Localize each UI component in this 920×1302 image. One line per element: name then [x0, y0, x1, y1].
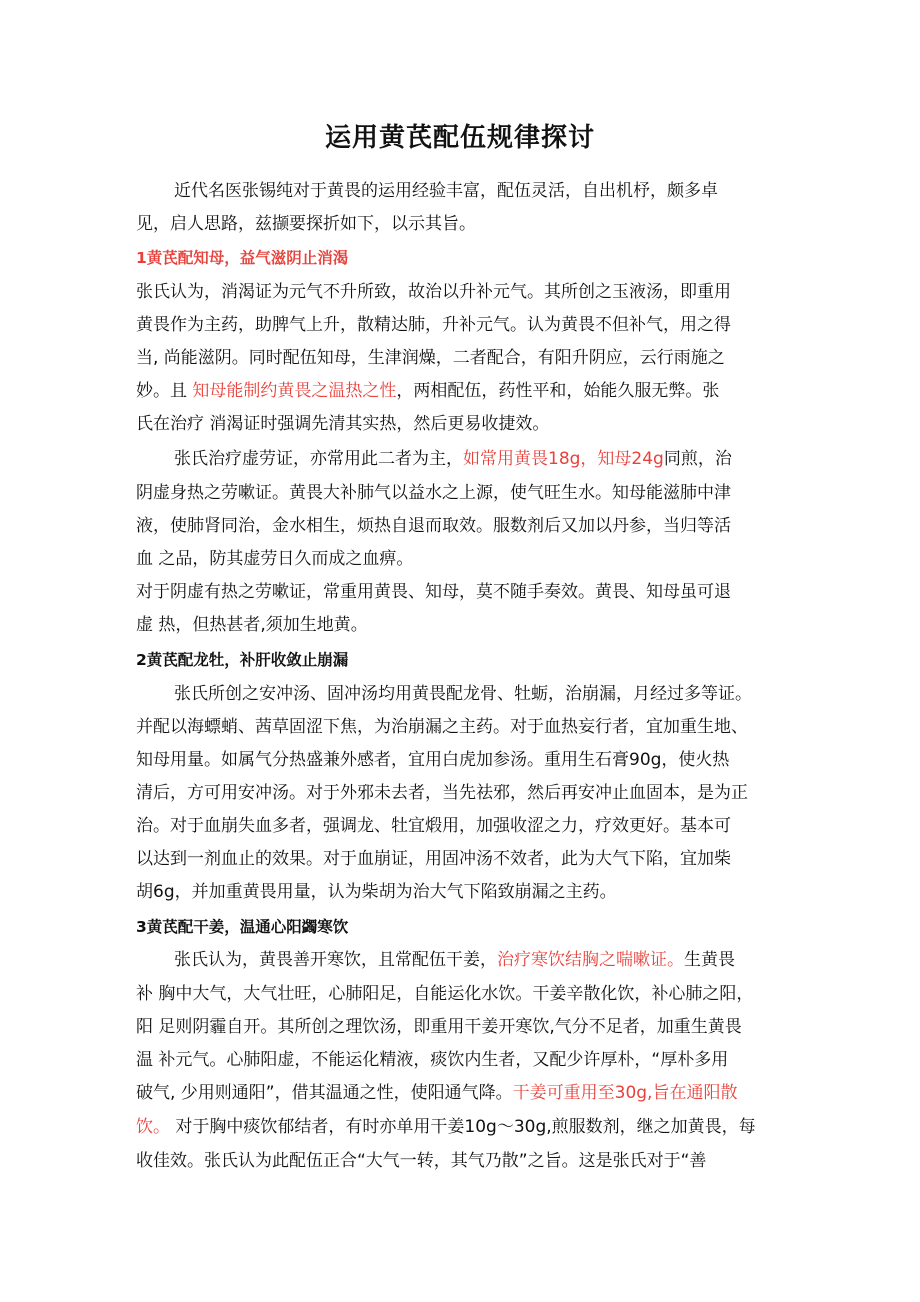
s3-line-2: 补 胸中大气，大气壮旺，心肺阳足，自能运化水饮。干姜辛散化饮，补心肺之阳， — [136, 984, 754, 1004]
document-title: 运用黄芪配伍规律探讨 — [324, 123, 595, 153]
text-run: 妙。且 — [136, 381, 193, 401]
text-run: 生黄畏 — [684, 950, 735, 970]
highlighted-text: 干姜可重用至30g,旨在通阳散 — [512, 1083, 738, 1103]
s2-line-6: 以达到一剂血止的效果。对于血崩证，用固冲汤不效者，此为大气下陷，宜加柴 — [136, 849, 731, 869]
highlighted-text: 饮。 — [136, 1117, 170, 1137]
text-run: 对于胸中痰饮郁结者，有时亦单用干姜10g〜30g,煎服数剂，继之加黄畏，每 — [170, 1117, 756, 1137]
s2-line-3: 知母用量。如属气分热盛兼外感者，宜用白虎加参汤。重用生石膏90g，使火热 — [136, 750, 730, 770]
highlighted-text: 如常用黄畏18g，知母24g — [463, 449, 664, 469]
text-run: 张氏治疗虚劳证，亦常用此二者为主， — [174, 449, 463, 469]
s1-p3-line-1: 对于阴虚有热之劳嗽证，常重用黄畏、知母，莫不随手奏效。黄畏、知母虽可退 — [136, 582, 731, 602]
s1-p2-line-4: 血 之品，防其虚劳日久而成之血痹。 — [136, 549, 414, 569]
section-2-heading: 2黄芪配龙牡，补肝收敛止崩漏 — [136, 651, 349, 669]
s2-line-4: 清后，方可用安冲汤。对于外邪未去者，当先祛邪，然后再安冲止血固本，是为正 — [136, 783, 748, 803]
s3-line-1 — [174, 946, 735, 974]
highlighted-text: 知母能制约黄畏之温热之性 — [192, 381, 397, 401]
s2-line-7: 胡6g，并加重黄畏用量，认为柴胡为治大气下陷致崩漏之主药。 — [136, 882, 617, 902]
s1-p3-line-2: 虚 热，但热甚者,须加生地黄。 — [136, 615, 368, 635]
text-run: 张氏认为，黄畏善开寒饮，且常配伍干姜， — [174, 950, 497, 970]
s3-line-6 — [136, 1113, 756, 1141]
s1-p1-line-5: 氏在治疗 消渴证时强调先清其实热，然后更易收捷效。 — [136, 414, 550, 434]
s1-p1-line-4 — [136, 377, 719, 405]
s3-line-7: 收佳效。张氏认为此配伍正合“大气一转，其气乃散”之旨。这是张氏对于“善 — [136, 1151, 707, 1171]
s1-p1-line-3: 当, 尚能滋阴。同时配伍知母，生津润燥，二者配合，有阳升阴应，云行雨施之 — [136, 348, 725, 368]
s1-p2-line-1 — [174, 445, 732, 473]
s1-p1-line-1: 张氏认为，消渴证为元气不升所致，故治以升补元气。其所创之玉液汤，即重用 — [136, 282, 731, 302]
text-run: 同煎，治 — [663, 449, 732, 469]
s1-p2-line-3: 液，使肺肾同治，金水相生，烦热自退而取效。服数剂后又加以丹参，当归等活 — [136, 516, 731, 536]
text-run: 破气, 少用则通阳”，借其温通之性，使阳通气降。 — [136, 1083, 513, 1103]
highlighted-text: 治疗寒饮结胸之喘嗽证。 — [497, 950, 684, 970]
s2-line-1: 张氏所创之安冲汤、固冲汤均用黄畏配龙骨、牡蛎，治崩漏，月经过多等证。 — [174, 684, 752, 704]
s2-line-2: 并配以海螵蛸、茜草固涩下焦，为治崩漏之主药。对于血热妄行者，宜加重生地、 — [136, 717, 748, 737]
section-3-heading: 3黄芪配干姜，温通心阳蠲寒饮 — [136, 918, 349, 936]
s1-p1-line-2: 黄畏作为主药，助脾气上升，散精达肺，升补元气。认为黄畏不但补气，用之得 — [136, 315, 731, 335]
section-1-heading: 1黄芪配知母，益气滋阴止消渴 — [136, 249, 349, 267]
s2-line-5: 治。对于血崩失血多者，强调龙、牡宜煅用，加强收涩之力，疗效更好。基本可 — [136, 816, 731, 836]
s3-line-4: 温 补元气。心肺阳虚，不能运化精液，痰饮内生者，又配少许厚朴，“厚朴多用 — [136, 1050, 729, 1070]
intro-line-2: 见，启人思路，兹撷要探折如下，以示其旨。 — [136, 214, 476, 234]
s3-line-5 — [136, 1079, 737, 1107]
s3-line-3: 阳 足则阴霾自开。其所创之理饮汤，即重用干姜开寒饮,气分不足者，加重生黄畏 — [136, 1017, 742, 1037]
s1-p2-line-2: 阴虚身热之劳嗽证。黄畏大补肺气以益水之上源，使气旺生水。知母能滋肺中津 — [136, 483, 731, 503]
intro-line-1: 近代名医张锡纯对于黄畏的运用经验丰富，配伍灵活，自出机杼，颇多卓 — [174, 181, 718, 201]
text-run: ，两相配伍，药性平和，始能久服无弊。张 — [396, 381, 720, 401]
